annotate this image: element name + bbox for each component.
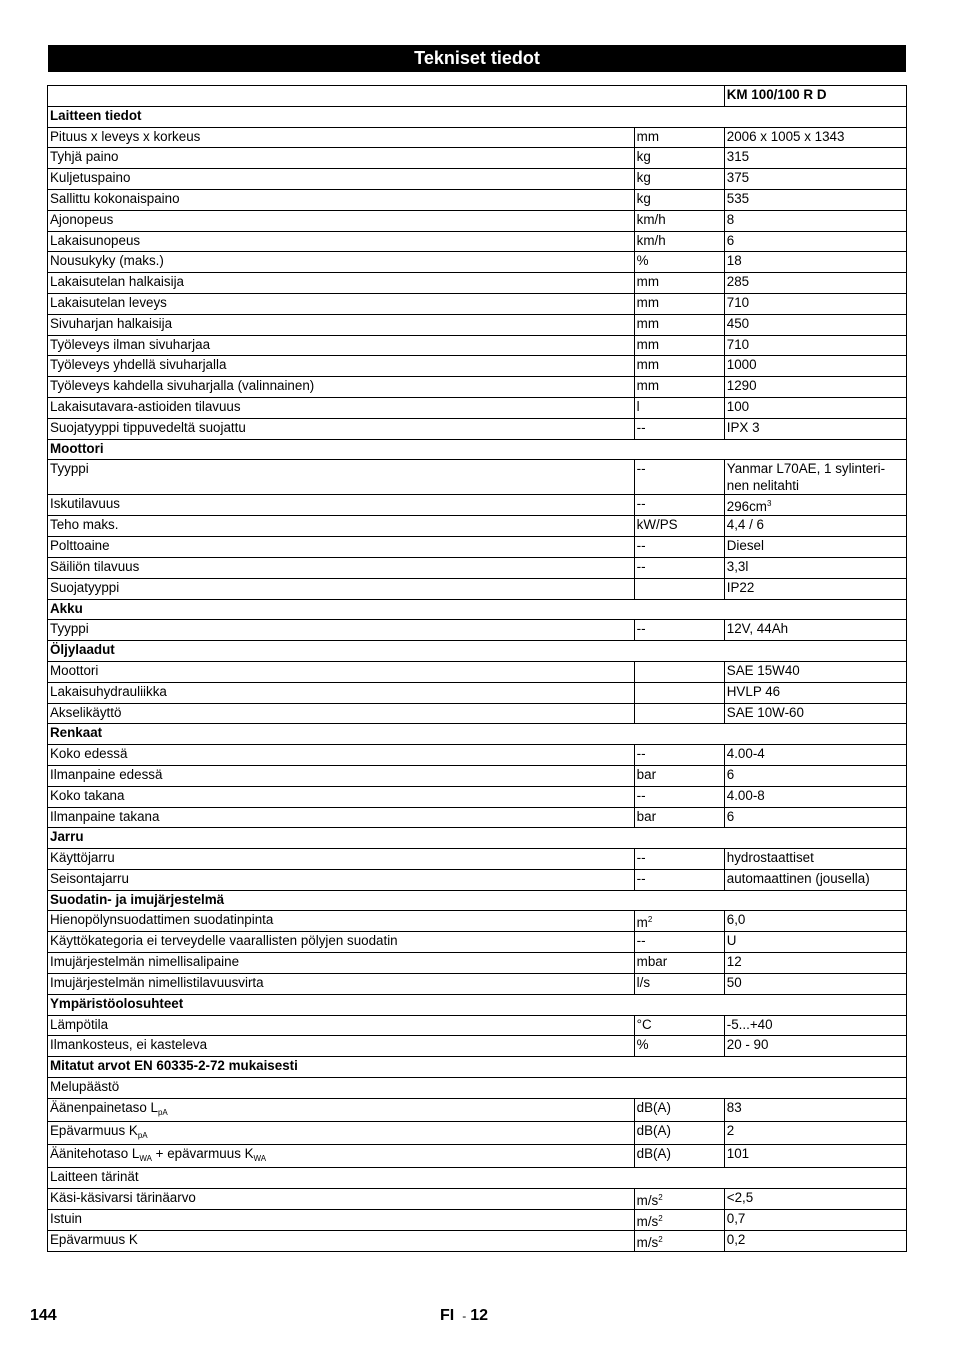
row-label: Lakaisunopeus — [48, 231, 635, 252]
row-value-text: 2006 x 1005 x 1343 — [726, 128, 845, 144]
row-unit — [634, 418, 724, 439]
row-value-text: 6 — [726, 808, 735, 824]
row-value — [724, 869, 906, 890]
table-row — [48, 127, 907, 148]
table-row — [48, 495, 907, 516]
row-unit-text: -- — [636, 461, 646, 477]
row-value — [724, 495, 906, 516]
row-unit — [634, 127, 724, 148]
row-value — [724, 356, 906, 377]
row-value — [724, 1036, 906, 1057]
row-label: Seisontajarru — [48, 869, 635, 890]
row-unit — [634, 1230, 724, 1251]
table-row — [48, 1121, 907, 1144]
label-subscript: WA — [139, 1153, 152, 1163]
row-unit — [634, 745, 724, 766]
row-value — [724, 314, 906, 335]
row-label: Tyhjä paino — [48, 148, 635, 169]
section-title: Mitatut arvot EN 60335-2-72 mukaisesti — [48, 1057, 907, 1078]
row-value: 101 — [724, 1144, 906, 1167]
section-title: Akku — [48, 599, 907, 620]
row-label: Moottori — [48, 661, 635, 682]
unit-superscript: 2 — [658, 1192, 663, 1202]
table-row — [48, 1209, 907, 1230]
row-unit — [634, 148, 724, 169]
row-label: Koko edessä — [48, 745, 635, 766]
row-label: Imujärjestelmän nimellistilavuusvirta — [48, 974, 635, 995]
row-unit-text: m/s — [636, 1213, 659, 1229]
row-unit-text: % — [636, 1037, 649, 1053]
row-label: Suojatyyppi — [48, 578, 635, 599]
table-row — [48, 661, 907, 682]
row-unit — [634, 953, 724, 974]
row-value-text: Yanmar L70AE, 1 sylinteri-nen nelitahti — [726, 461, 886, 494]
row-label: Sallittu kokonaispaino — [48, 189, 635, 210]
row-unit-text: mm — [636, 357, 659, 373]
row-value-text: 4.00-4 — [726, 746, 765, 762]
table-row — [48, 1015, 907, 1036]
row-unit-text: kg — [636, 170, 651, 186]
row-unit-text: km/h — [636, 211, 666, 227]
table-row — [48, 620, 907, 641]
table-row — [48, 377, 907, 398]
row-value-text: 18 — [726, 253, 742, 269]
row-label-text: + epävarmuus K — [151, 1145, 254, 1161]
row-value — [724, 418, 906, 439]
table-row — [48, 189, 907, 210]
row-unit — [634, 682, 724, 703]
unit-superscript: 2 — [658, 1234, 663, 1244]
row-value-text: 710 — [726, 294, 750, 310]
row-unit — [634, 849, 724, 870]
row-value — [724, 1015, 906, 1036]
row-unit-text: -- — [636, 621, 646, 637]
row-value — [724, 745, 906, 766]
unit-superscript: 2 — [647, 915, 653, 925]
row-value-text: 375 — [726, 170, 750, 186]
row-label: Työleveys yhdellä sivuharjalla — [48, 356, 635, 377]
row-value-text: Diesel — [726, 538, 764, 554]
row-label: Ilmankosteus, ei kasteleva — [48, 1036, 635, 1057]
specification-table — [47, 85, 907, 1252]
row-label: Käyttöjarru — [48, 849, 635, 870]
row-label — [48, 1209, 635, 1230]
row-label: Ajonopeus — [48, 210, 635, 231]
row-value-text: 1000 — [726, 357, 757, 373]
footer-language: FI — [440, 1307, 455, 1324]
row-label-text: Äänenpainetaso L — [50, 1099, 158, 1115]
row-unit — [634, 578, 724, 599]
row-unit-text: -- — [636, 419, 646, 435]
table-row — [48, 293, 907, 314]
row-unit — [634, 974, 724, 995]
row-unit-text: bar — [636, 808, 657, 824]
section-title: Moottori — [48, 439, 907, 460]
row-unit-text: °C — [636, 1016, 652, 1032]
table-row — [48, 148, 907, 169]
row-value — [724, 620, 906, 641]
row-value — [724, 273, 906, 294]
row-unit-text: kg — [636, 149, 651, 165]
row-value — [724, 189, 906, 210]
section-title: Renkaat — [48, 724, 907, 745]
table-row — [48, 252, 907, 273]
table-row — [48, 273, 907, 294]
row-label: Lakaisuhydrauliikka — [48, 682, 635, 703]
row-unit — [634, 786, 724, 807]
row-value-text: 8 — [726, 211, 735, 227]
row-value — [724, 293, 906, 314]
section-header-row — [48, 828, 907, 849]
row-value-text: automaattinen (jousella) — [726, 870, 870, 886]
row-label: Lakaisutelan halkaisija — [48, 273, 635, 294]
row-value-text: 50 — [726, 975, 742, 991]
row-unit-text: bar — [636, 766, 657, 782]
row-unit-text: -- — [636, 787, 646, 803]
row-unit — [634, 1015, 724, 1036]
row-unit-text: -- — [636, 538, 646, 554]
row-value-text: 6,0 — [726, 912, 746, 928]
row-value-text: 296cm — [726, 499, 767, 515]
row-label: Teho maks. — [48, 516, 635, 537]
row-unit — [634, 661, 724, 682]
row-value-text: 3,3l — [726, 558, 749, 574]
table-row — [48, 974, 907, 995]
row-label-text: Istuin — [50, 1210, 83, 1226]
row-value — [724, 661, 906, 682]
table-row — [48, 869, 907, 890]
row-label: Käyttökategoria ei terveydelle vaarallisten pölyjen suodatin — [48, 932, 635, 953]
row-unit-text: -- — [636, 850, 646, 866]
row-unit — [634, 231, 724, 252]
row-value — [724, 786, 906, 807]
section-header-row — [48, 641, 907, 662]
row-value-text: HVLP 46 — [726, 683, 781, 699]
row-label: Ilmanpaine takana — [48, 807, 635, 828]
row-unit-text: mm — [636, 378, 659, 394]
row-label: Koko takana — [48, 786, 635, 807]
row-value-text: U — [726, 933, 737, 949]
section-header-row — [48, 599, 907, 620]
row-unit-text: l/s — [636, 975, 651, 991]
row-label — [48, 1230, 635, 1251]
page-number: 144 — [30, 1307, 57, 1324]
row-unit — [634, 620, 724, 641]
row-unit — [634, 169, 724, 190]
row-unit — [634, 1121, 724, 1144]
row-unit-text: -- — [636, 558, 646, 574]
label-subscript: pA — [157, 1107, 168, 1117]
row-unit — [634, 911, 724, 932]
section-header-row — [48, 890, 907, 911]
row-unit — [634, 765, 724, 786]
row-value-text: 6 — [726, 232, 735, 248]
section-header-row — [48, 106, 907, 127]
row-label: Suojatyyppi tippuvedeltä suojattu — [48, 418, 635, 439]
row-label — [48, 1121, 635, 1144]
row-unit — [634, 1098, 724, 1121]
vibration-label: Laitteen tärinät — [48, 1167, 907, 1188]
section-header-row — [48, 994, 907, 1015]
row-unit — [634, 397, 724, 418]
noise-emission-label: Melupäästö — [48, 1078, 907, 1099]
row-value-text: 1290 — [726, 378, 757, 394]
row-value — [724, 932, 906, 953]
table-row — [48, 1188, 907, 1209]
row-unit — [634, 1036, 724, 1057]
table-row — [48, 786, 907, 807]
table-row — [48, 231, 907, 252]
header-empty-cell — [48, 86, 725, 107]
row-label-text: Käsi-käsivarsi tärinäarvo — [50, 1189, 196, 1205]
table-row — [48, 537, 907, 558]
row-unit-text: kW/PS — [636, 517, 678, 533]
row-value-text: SAE 15W40 — [726, 662, 800, 678]
table-row — [48, 1230, 907, 1251]
row-label: Lämpötila — [48, 1015, 635, 1036]
table-row — [48, 911, 907, 932]
row-unit-text: -- — [636, 496, 646, 512]
row-unit — [634, 495, 724, 516]
row-unit-text: mm — [636, 294, 659, 310]
row-unit-text: kg — [636, 190, 651, 206]
table-row — [48, 932, 907, 953]
section-title: Ympäristöolosuhteet — [48, 994, 907, 1015]
row-value-text: 100 — [726, 398, 750, 414]
row-unit — [634, 869, 724, 890]
row-value — [724, 460, 906, 495]
table-row — [48, 807, 907, 828]
noise-emission-label-row — [48, 1078, 907, 1099]
label-subscript: WA — [253, 1153, 267, 1163]
row-value — [724, 169, 906, 190]
row-value: 83 — [724, 1098, 906, 1121]
row-value — [724, 231, 906, 252]
row-label — [48, 1098, 635, 1121]
section-title: Jarru — [48, 828, 907, 849]
row-value-text: -5...+40 — [726, 1016, 773, 1032]
row-unit — [634, 460, 724, 495]
section-title: Öljylaadut — [48, 641, 907, 662]
row-value-text: SAE 10W-60 — [726, 704, 804, 720]
row-value-text: 4.00-8 — [726, 787, 765, 803]
table-row — [48, 314, 907, 335]
label-subscript: pA — [137, 1130, 148, 1140]
row-label: Akselikäyttö — [48, 703, 635, 724]
row-value: 0,7 — [724, 1209, 906, 1230]
row-unit — [634, 377, 724, 398]
row-unit-text: -- — [636, 746, 646, 762]
table-row — [48, 516, 907, 537]
table-row — [48, 1144, 907, 1167]
row-unit-text: dB(A) — [636, 1122, 671, 1138]
table-row — [48, 765, 907, 786]
row-label: Työleveys kahdella sivuharjalla (valinnainen) — [48, 377, 635, 398]
row-unit — [634, 314, 724, 335]
row-unit-text: l — [636, 398, 640, 414]
row-value — [724, 557, 906, 578]
row-unit-text: m — [636, 915, 648, 931]
row-label: Polttoaine — [48, 537, 635, 558]
row-label — [48, 1188, 635, 1209]
table-row — [48, 1036, 907, 1057]
row-unit — [634, 516, 724, 537]
row-label: Nousukyky (maks.) — [48, 252, 635, 273]
row-label: Säiliön tilavuus — [48, 557, 635, 578]
row-label: Kuljetuspaino — [48, 169, 635, 190]
section-header-row — [48, 724, 907, 745]
row-value: <2,5 — [724, 1188, 906, 1209]
row-unit — [634, 703, 724, 724]
row-value — [724, 148, 906, 169]
row-value-text: 12V, 44Ah — [726, 621, 789, 637]
row-unit-text: dB(A) — [636, 1145, 671, 1161]
row-value — [724, 210, 906, 231]
row-value-text: 6 — [726, 766, 735, 782]
specification-table-body — [48, 86, 907, 1252]
row-value — [724, 765, 906, 786]
row-value-text: 710 — [726, 336, 750, 352]
row-label: Lakaisutelan leveys — [48, 293, 635, 314]
row-unit — [634, 273, 724, 294]
row-unit — [634, 252, 724, 273]
model-name: KM 100/100 R D — [724, 86, 906, 107]
row-label: Tyyppi — [48, 620, 635, 641]
row-value — [724, 703, 906, 724]
row-value — [724, 807, 906, 828]
row-unit — [634, 807, 724, 828]
row-label-text: Epävarmuus K — [50, 1231, 138, 1247]
row-value-text: hydrostaattiset — [726, 850, 814, 866]
row-unit-text: m/s — [636, 1234, 659, 1250]
row-label: Lakaisutavara-astioiden tilavuus — [48, 397, 635, 418]
row-label: Pituus x leveys x korkeus — [48, 127, 635, 148]
row-value-text: 4,4 / 6 — [726, 517, 764, 533]
table-row — [48, 418, 907, 439]
row-label: Sivuharjan halkaisija — [48, 314, 635, 335]
row-label: Työleveys ilman sivuharjaa — [48, 335, 635, 356]
row-value — [724, 252, 906, 273]
row-value — [724, 516, 906, 537]
row-unit — [634, 1188, 724, 1209]
table-row — [48, 578, 907, 599]
row-label: Ilmanpaine edessä — [48, 765, 635, 786]
table-row — [48, 397, 907, 418]
row-value — [724, 578, 906, 599]
row-label-text: Äänitehotaso L — [50, 1145, 140, 1161]
row-value-text: 20 - 90 — [726, 1037, 769, 1053]
row-unit-text: mm — [636, 274, 659, 290]
table-row — [48, 703, 907, 724]
page-title: Tekniset tiedot — [48, 45, 906, 72]
row-unit-text: mm — [636, 315, 659, 331]
row-unit-text: dB(A) — [636, 1099, 671, 1115]
row-value: 2 — [724, 1121, 906, 1144]
table-row — [48, 849, 907, 870]
table-row — [48, 460, 907, 495]
row-unit — [634, 932, 724, 953]
section-header-row — [48, 1057, 907, 1078]
row-unit-text: mm — [636, 336, 659, 352]
row-value — [724, 953, 906, 974]
row-unit — [634, 356, 724, 377]
row-unit-text: mbar — [636, 954, 668, 970]
row-unit-text: mm — [636, 128, 659, 144]
row-unit — [634, 557, 724, 578]
unit-superscript: 2 — [658, 1213, 663, 1223]
table-row — [48, 169, 907, 190]
row-value-text: 12 — [726, 954, 742, 970]
row-value-text: 535 — [726, 190, 750, 206]
row-unit-text: -- — [636, 933, 646, 949]
row-value-text: IPX 3 — [726, 419, 760, 435]
row-unit — [634, 189, 724, 210]
table-row — [48, 1098, 907, 1121]
row-value-text: IP22 — [726, 579, 755, 595]
value-superscript: 3 — [766, 499, 772, 509]
row-label: Iskutilavuus — [48, 495, 635, 516]
table-row — [48, 682, 907, 703]
row-unit — [634, 1144, 724, 1167]
row-value-text: 450 — [726, 315, 750, 331]
row-value-text: 315 — [726, 149, 750, 165]
table-header-row — [48, 86, 907, 107]
row-value — [724, 682, 906, 703]
row-label: Hienopölynsuodattimen suodatinpinta — [48, 911, 635, 932]
table-row — [48, 210, 907, 231]
footer-section — [440, 1307, 488, 1325]
row-unit-text: -- — [636, 870, 646, 886]
row-unit-text: km/h — [636, 232, 666, 248]
row-label-text: Epävarmuus K — [50, 1122, 138, 1138]
section-title: Suodatin- ja imujärjestelmä — [48, 890, 907, 911]
row-value — [724, 397, 906, 418]
table-row — [48, 557, 907, 578]
footer-dash: - — [462, 1309, 467, 1323]
row-unit — [634, 293, 724, 314]
row-label: Tyyppi — [48, 460, 635, 495]
row-value-text: 285 — [726, 274, 750, 290]
row-label — [48, 1144, 635, 1167]
section-title: Laitteen tiedot — [48, 106, 907, 127]
row-unit — [634, 335, 724, 356]
row-value — [724, 974, 906, 995]
table-row — [48, 745, 907, 766]
row-value — [724, 911, 906, 932]
row-value — [724, 849, 906, 870]
table-row — [48, 356, 907, 377]
row-value — [724, 127, 906, 148]
row-value — [724, 377, 906, 398]
table-row — [48, 335, 907, 356]
row-unit — [634, 537, 724, 558]
vibration-label-row — [48, 1167, 907, 1188]
section-header-row — [48, 439, 907, 460]
row-unit-text: % — [636, 253, 649, 269]
row-label: Imujärjestelmän nimellisalipaine — [48, 953, 635, 974]
row-unit-text: m/s — [636, 1192, 659, 1208]
footer-section-page: 12 — [470, 1307, 489, 1324]
row-value: 0,2 — [724, 1230, 906, 1251]
row-unit — [634, 210, 724, 231]
table-row — [48, 953, 907, 974]
row-unit — [634, 1209, 724, 1230]
row-value — [724, 537, 906, 558]
row-value — [724, 335, 906, 356]
